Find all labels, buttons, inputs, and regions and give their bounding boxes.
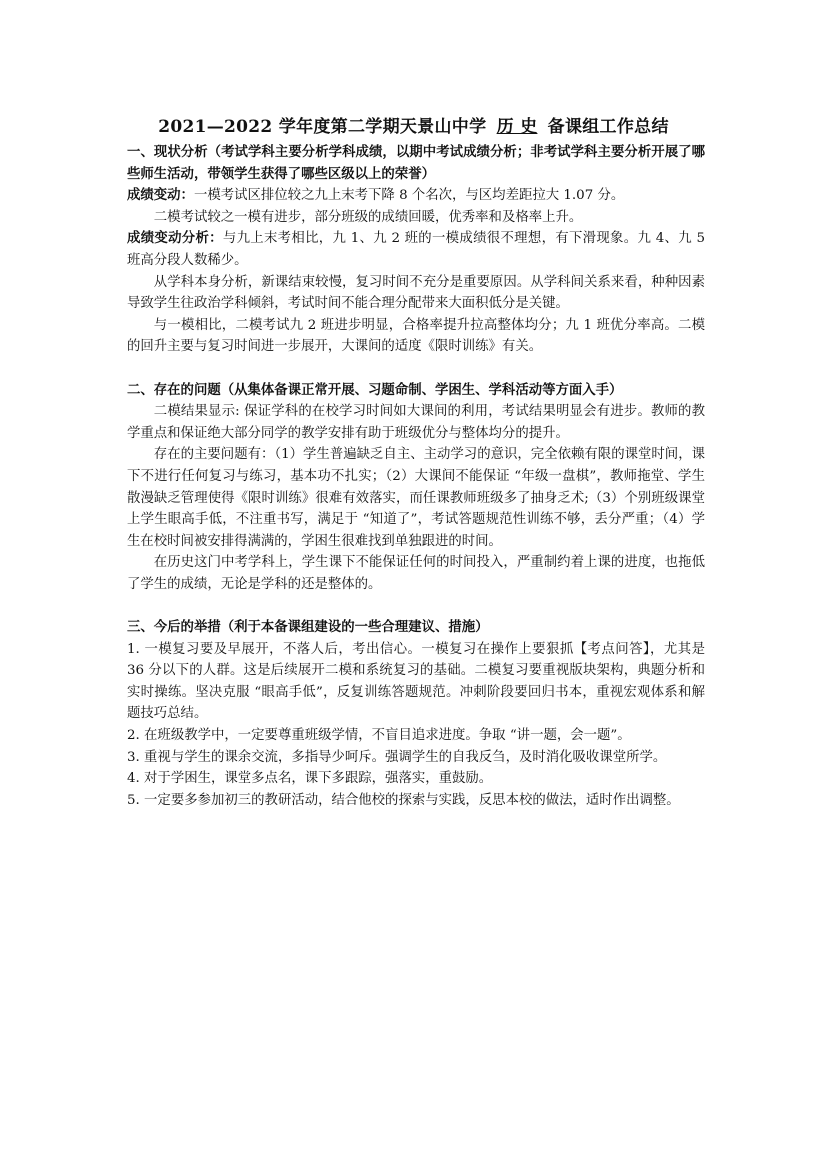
section2-paragraph-2: 存在的主要问题有：（1）学生普遍缺乏自主、主动学习的意识，完全依赖有限的课堂时间，课下不进行任何复习与练习，基本功不扎实；（2）大课间不能保证 “年级一盘棋”，教师拖堂、学生散漫缺乏管理使得《限时训练》很难有效落实，而任课教师班级多了抽身乏术;（3）个别班级课堂上学生眼高手低，不注重书写，满足于 “知道了”，考试答题规范性训练不够，丢分严重；（4）学生在校时间被安排得满满的，学困生很难找到单独跟进的时间。 — [127, 447, 705, 549]
measure-item-1: 1. 一模复习要及早展开，不落人后，考出信心。一模复习在操作上要狠抓【考点问答】，尤其是 36 分以下的人群。这是后续展开二模和系统复习的基础。二模复习要重视版块架构，典题分析和实时操练。坚决克服 “眼高手低”，反复训练答题规范。冲刺阶段要回归书本，重视宏观体系和解题技巧总结。 — [127, 641, 705, 722]
spacer — [127, 595, 705, 617]
section2-heading: 二、存在的问题（从集体备课正常开展、习题命制、学困生、学科活动等方面入手） — [127, 381, 623, 398]
title-suffix: 备课组工作总结 — [547, 117, 669, 137]
measure-item-5: 5. 一定要多参加初三的教研活动，结合他校的探索与实践，反思本校的做法，适时作出调整。 — [127, 792, 680, 808]
score-analysis-text: 与九上末考相比，九 1、九 2 班的一模成绩很不理想，有下滑现象。九 4、九 5 班高分段人数稀少。 — [127, 231, 706, 268]
section1-heading: 一、现状分析（考试学科主要分析学科成绩，以期中考试成绩分析；非考试学科主要分析开展了哪些师生活动，带领学生获得了哪些区级以上的荣誉） — [127, 144, 705, 182]
section1-paragraph-2: 二模考试较之一模有进步，部分班级的成绩回暖，优秀率和及格率上升。 — [153, 209, 583, 225]
measure-item-2: 2. 在班级教学中，一定要尊重班级学情，不盲目追求进度。争取 “讲一题，会一题”。 — [127, 728, 631, 744]
document-title — [0, 112, 827, 137]
spacer — [127, 358, 705, 380]
measure-item-4: 4. 对于学困生，课堂多点名，课下多跟踪，强落实，重鼓励。 — [127, 771, 493, 787]
document-body — [127, 142, 705, 811]
section1-score-analysis — [127, 228, 705, 271]
section1-score-change — [127, 185, 705, 207]
section1-paragraph-5: 与一模相比，二模考试九 2 班进步明显，合格率提升拉高整体均分；九 1 班优分率高。二模的回升主要与复习时间进一步展开，大课间的适度《限时训练》有关。 — [127, 317, 705, 355]
section2-paragraph-3: 在历史这门中考学科上，学生课下不能保证任何的时间投入，严重制约着上课的进度，也拖低了学生的成绩，无论是学科的还是整体的。 — [127, 555, 705, 592]
title-subject: 历 史 — [496, 117, 538, 137]
title-prefix: 2021—2022 学年度第二学期天景山中学 — [158, 117, 487, 137]
score-change-label: 成绩变动： — [127, 187, 194, 204]
section2-paragraph-1: 二模结果显示: 保证学科的在校学习时间如大课间的利用，考试结果明显会有进步。教师的教学重点和保证绝大部分同学的教学安排有助于班级优分与整体均分的提升。 — [127, 404, 705, 441]
measure-item-3: 3. 重视与学生的课余交流，多指导少呵斥。强调学生的自我反刍，及时消化吸收课堂所学。 — [127, 749, 667, 765]
score-analysis-label: 成绩变动分析： — [127, 230, 223, 247]
section1-paragraph-4: 从学科本身分析，新课结束较慢，复习时间不充分是重要原因。从学科间关系来看，种种因素导致学生往政治学科倾斜，考试时间不能合理分配带来大面积低分是关键。 — [127, 274, 705, 312]
section3-heading: 三、今后的举措（利于本备课组建设的一些合理建议、措施） — [127, 619, 489, 636]
score-change-text: 一模考试区排位较之九上末考下降 8 个名次，与区均差距拉大 1.07 分。 — [193, 188, 625, 204]
